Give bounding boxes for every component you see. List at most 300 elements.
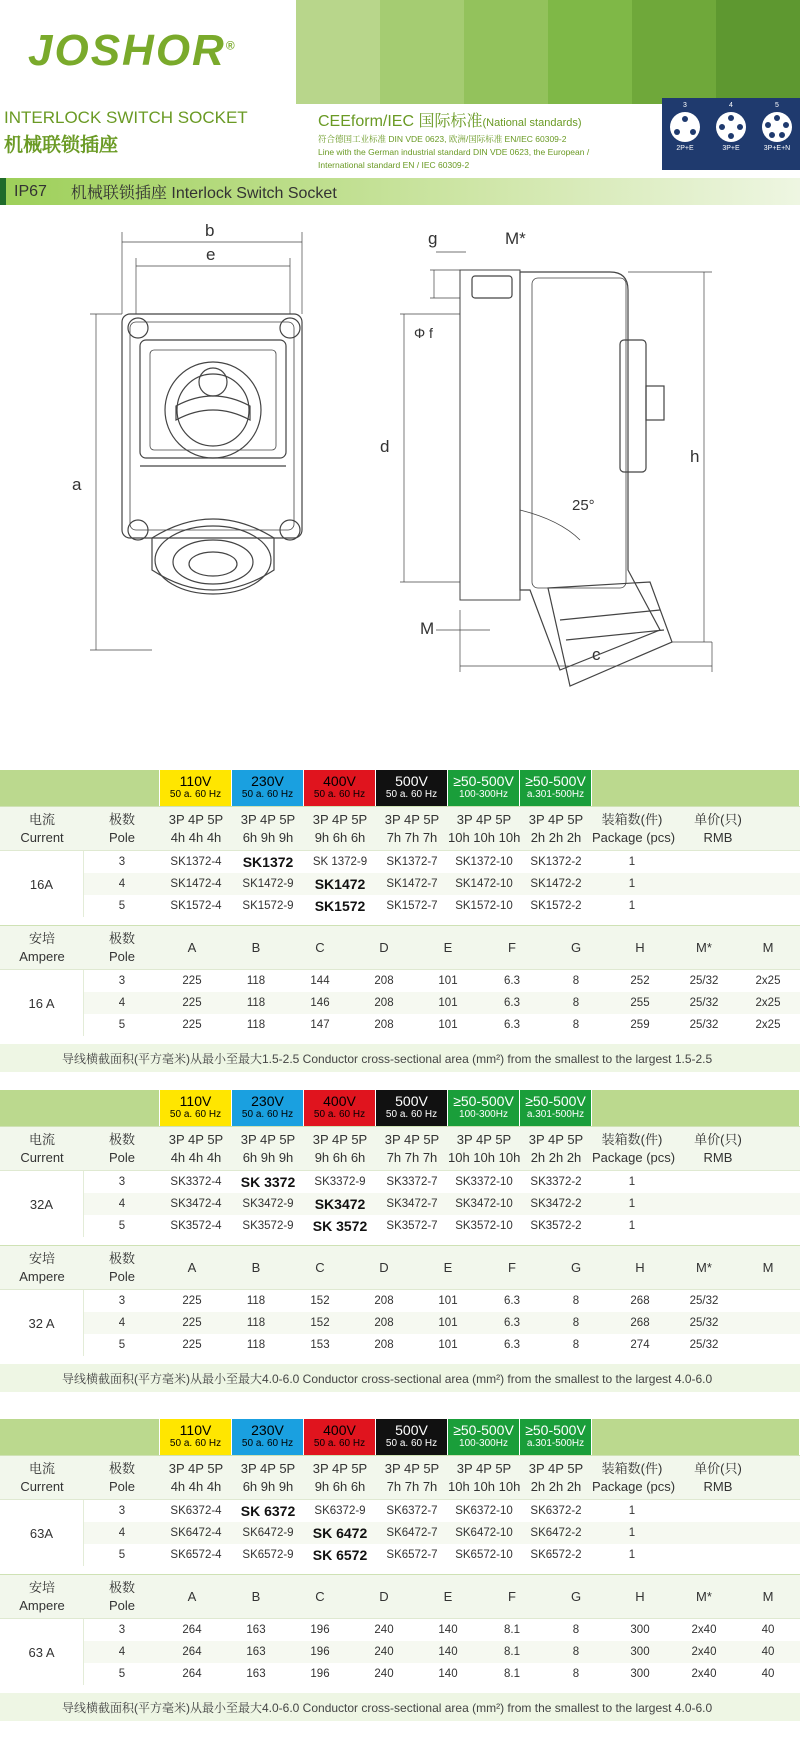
pole-value: 5 bbox=[118, 1220, 126, 1232]
hdr-line: 2h 2h 2h bbox=[530, 829, 582, 845]
dim-value: 25/32 bbox=[689, 1019, 719, 1031]
current-value: 32A bbox=[0, 1171, 84, 1237]
dim-header: C bbox=[315, 1589, 325, 1604]
hdr-line: 电流 bbox=[28, 1460, 55, 1476]
frequency-value: 100-300Hz bbox=[459, 789, 508, 800]
product-code: SK3572-9 bbox=[242, 1220, 294, 1232]
pole-header bbox=[84, 1131, 160, 1167]
dim-header: A bbox=[187, 1260, 197, 1275]
dim-value: 140 bbox=[438, 1624, 458, 1636]
dim-phi-f: Φ f bbox=[414, 325, 433, 341]
pin-icon bbox=[719, 124, 725, 130]
voltage-value: 400V bbox=[323, 773, 356, 789]
pin-icon bbox=[774, 115, 780, 121]
pole-value: 5 bbox=[118, 1668, 126, 1680]
package-value: 1 bbox=[628, 878, 636, 890]
hdr-line: 3P 4P 5P bbox=[312, 811, 368, 827]
voltage-value: ≥50-500V bbox=[525, 1093, 586, 1109]
current-header bbox=[0, 811, 84, 847]
voltage-pole-header bbox=[520, 1460, 592, 1496]
header-stripe bbox=[296, 0, 380, 104]
dim-header: M bbox=[762, 1589, 774, 1604]
package-value: 1 bbox=[628, 1549, 636, 1561]
hdr-line: 3P 4P 5P bbox=[384, 811, 440, 827]
dim-value: 25/32 bbox=[689, 1317, 719, 1329]
dim-value: 6.3 bbox=[504, 1019, 520, 1031]
brand-logo: JOSHOR® bbox=[28, 26, 237, 75]
voltage-pole-header bbox=[304, 1460, 376, 1496]
voltage-value: 230V bbox=[251, 773, 284, 789]
hdr-line: Pole bbox=[108, 1478, 136, 1494]
voltage-value: 110V bbox=[179, 1422, 212, 1438]
pole-header bbox=[84, 811, 160, 847]
dim-value: 255 bbox=[630, 997, 650, 1009]
table-row bbox=[84, 1193, 800, 1215]
conductor-note: 导线横截面积(平方毫米)从最小至最大1.5-2.5 Conductor cross-sectional area (mm²) from the smallest to the largest 1.5-2.5 bbox=[0, 1044, 800, 1072]
dim-header: H bbox=[635, 1589, 645, 1604]
dim-value: 225 bbox=[182, 997, 202, 1009]
voltage-value: 500V bbox=[395, 1422, 428, 1438]
dim-value: 2x25 bbox=[755, 997, 781, 1009]
dims-row bbox=[84, 1312, 800, 1334]
voltage-value: ≥50-500V bbox=[525, 1422, 586, 1438]
dim-value: 2x40 bbox=[691, 1646, 717, 1658]
pole-header bbox=[84, 1460, 160, 1496]
product-code: SK 1372-9 bbox=[312, 856, 368, 868]
product-code: SK1472-10 bbox=[455, 878, 513, 890]
dim-header: D bbox=[379, 940, 389, 955]
hdr-line: Current bbox=[20, 829, 64, 845]
hdr-line: 3P 4P 5P bbox=[168, 1460, 224, 1476]
product-code: SK3472-2 bbox=[530, 1198, 582, 1210]
current-header bbox=[0, 1131, 84, 1167]
dim-header: E bbox=[443, 1260, 453, 1275]
dim-value: 118 bbox=[246, 1317, 266, 1329]
dim-header: C bbox=[315, 1260, 325, 1275]
pole-diagram-5 bbox=[762, 102, 792, 170]
voltage-header bbox=[304, 1419, 376, 1455]
dim-header: F bbox=[508, 1260, 516, 1275]
dim-value: 300 bbox=[630, 1624, 650, 1636]
pole-diagrams bbox=[662, 98, 800, 170]
hdr-line: Pole bbox=[108, 1268, 136, 1284]
dim-header: G bbox=[570, 1589, 582, 1604]
product-code: SK3472-7 bbox=[386, 1198, 438, 1210]
socket-face-icon bbox=[762, 112, 792, 142]
band-spacer bbox=[592, 770, 800, 806]
dim-m-star: M* bbox=[505, 229, 526, 248]
dim-value: 2x40 bbox=[691, 1668, 717, 1680]
hdr-line: 装箱数(件) bbox=[601, 1131, 663, 1147]
dim-value: 6.3 bbox=[504, 975, 520, 987]
dim-header: A bbox=[187, 1589, 197, 1604]
pin-icon bbox=[765, 122, 771, 128]
dim-d: d bbox=[380, 437, 390, 456]
dims-row bbox=[84, 1641, 800, 1663]
price-header bbox=[672, 1131, 764, 1167]
hdr-line: 7h 7h 7h bbox=[386, 829, 438, 845]
product-code: SK3472-9 bbox=[242, 1198, 294, 1210]
voltage-pole-header bbox=[160, 1460, 232, 1496]
table-row bbox=[84, 895, 800, 917]
ampere-value: 16 A bbox=[0, 970, 84, 1036]
hdr-line: 3P 4P 5P bbox=[528, 811, 584, 827]
dim-value: 264 bbox=[182, 1624, 202, 1636]
dim-a: a bbox=[72, 475, 82, 494]
dims-row bbox=[84, 1014, 800, 1036]
frequency-value: 50 a. 60 Hz bbox=[241, 1109, 294, 1120]
voltage-value: 110V bbox=[179, 1093, 212, 1109]
product-code: SK3372-7 bbox=[386, 1176, 438, 1188]
hdr-line: 10h 10h 10h bbox=[448, 829, 521, 845]
header-stripe bbox=[464, 0, 548, 104]
dim-header: G bbox=[570, 1260, 582, 1275]
package-value: 1 bbox=[628, 1220, 636, 1232]
package-header bbox=[592, 1131, 676, 1167]
voltage-pole-header bbox=[448, 1131, 520, 1167]
conductor-note: 导线横截面积(平方毫米)从最小至最大4.0-6.0 Conductor cross-sectional area (mm²) from the smallest to the largest 4.0-6.0 bbox=[0, 1364, 800, 1392]
dim-value: 40 bbox=[761, 1668, 775, 1680]
dim-value: 101 bbox=[438, 1317, 458, 1329]
voltage-band bbox=[0, 1090, 800, 1126]
hdr-line: 3P 4P 5P bbox=[168, 1131, 224, 1147]
voltage-value: ≥50-500V bbox=[453, 1093, 514, 1109]
product-code: SK1572-4 bbox=[170, 900, 222, 912]
pole-num: 5 bbox=[775, 102, 779, 109]
voltage-pole-header bbox=[160, 1131, 232, 1167]
dim-value: 8 bbox=[572, 1339, 580, 1351]
hdr-line: 3P 4P 5P bbox=[456, 811, 512, 827]
product-code: SK1572-9 bbox=[242, 900, 294, 912]
dim-value: 8.1 bbox=[504, 1668, 520, 1680]
hdr-line: Pole bbox=[108, 829, 136, 845]
dim-header: F bbox=[508, 1589, 516, 1604]
product-code: SK1372 bbox=[242, 854, 294, 870]
column-header bbox=[0, 806, 800, 850]
hdr-line: 4h 4h 4h bbox=[170, 1149, 222, 1165]
hdr-line: 极数 bbox=[108, 1579, 135, 1595]
standard-title: CEEform/IEC 国际标准(National standards) bbox=[318, 113, 582, 130]
socket-face-icon bbox=[670, 112, 700, 142]
voltage-header bbox=[448, 1090, 520, 1126]
voltage-pole-header bbox=[520, 811, 592, 847]
dim-c: c bbox=[592, 645, 601, 664]
voltage-pole-header bbox=[304, 1131, 376, 1167]
dim-header: D bbox=[379, 1260, 389, 1275]
hdr-line: Package (pcs) bbox=[592, 1478, 676, 1494]
product-code: SK6572-9 bbox=[242, 1549, 294, 1561]
table-row bbox=[84, 1522, 800, 1544]
hdr-line: 3P 4P 5P bbox=[456, 1131, 512, 1147]
frequency-value: 50 a. 60 Hz bbox=[169, 789, 222, 800]
header-stripe bbox=[632, 0, 716, 104]
dim-value: 8 bbox=[572, 997, 580, 1009]
product-code: SK 6372 bbox=[240, 1503, 296, 1519]
dim-value: 25/32 bbox=[689, 975, 719, 987]
dim-value: 101 bbox=[438, 1295, 458, 1307]
dim-value: 6.3 bbox=[504, 1295, 520, 1307]
pole-header bbox=[84, 1250, 160, 1286]
dim-value: 118 bbox=[246, 1339, 266, 1351]
product-code: SK3572-2 bbox=[530, 1220, 582, 1232]
dim-value: 146 bbox=[310, 997, 330, 1009]
frequency-value: 50 a. 60 Hz bbox=[169, 1109, 222, 1120]
voltage-value: 400V bbox=[323, 1422, 356, 1438]
dim-value: 208 bbox=[374, 1339, 394, 1351]
voltage-header bbox=[520, 1090, 592, 1126]
current-value: 16A bbox=[0, 851, 84, 917]
product-code: SK6472-2 bbox=[530, 1527, 582, 1539]
hdr-line: 电流 bbox=[28, 811, 55, 827]
pole-value: 4 bbox=[118, 1317, 126, 1329]
hdr-line: 安培 bbox=[28, 930, 55, 946]
product-table bbox=[0, 770, 800, 1072]
pole-label: 2P+E bbox=[676, 145, 694, 152]
dims-row bbox=[84, 1290, 800, 1312]
dims-group bbox=[0, 1618, 800, 1685]
price-header bbox=[672, 1460, 764, 1496]
dim-value: 8 bbox=[572, 1317, 580, 1329]
dim-value: 6.3 bbox=[504, 997, 520, 1009]
voltage-header bbox=[376, 770, 448, 806]
product-code: SK6372-9 bbox=[314, 1505, 366, 1517]
ampere-header bbox=[0, 930, 84, 966]
table-row bbox=[84, 1215, 800, 1237]
voltage-value: 500V bbox=[395, 1093, 428, 1109]
voltage-header bbox=[448, 1419, 520, 1455]
dim-value: 196 bbox=[310, 1668, 330, 1680]
dim-value: 268 bbox=[630, 1317, 650, 1329]
header-stripe bbox=[548, 0, 632, 104]
dim-header: M* bbox=[696, 940, 712, 955]
pole-value: 3 bbox=[118, 1624, 126, 1636]
product-code: SK3572-10 bbox=[455, 1220, 513, 1232]
frequency-value: 100-300Hz bbox=[459, 1438, 508, 1449]
dim-value: 240 bbox=[374, 1646, 394, 1658]
dim-h: h bbox=[690, 447, 700, 466]
pole-num: 4 bbox=[729, 102, 733, 109]
dim-value: 196 bbox=[310, 1624, 330, 1636]
voltage-value: ≥50-500V bbox=[453, 773, 514, 789]
ampere-value: 32 A bbox=[0, 1290, 84, 1356]
hdr-line: 3P 4P 5P bbox=[312, 1460, 368, 1476]
voltage-header bbox=[448, 770, 520, 806]
code-group bbox=[0, 850, 800, 917]
hdr-line: 3P 4P 5P bbox=[528, 1131, 584, 1147]
product-code: SK6572-7 bbox=[386, 1549, 438, 1561]
package-value: 1 bbox=[628, 856, 636, 868]
frequency-value: 50 a. 60 Hz bbox=[313, 1109, 366, 1120]
hdr-line: Pole bbox=[108, 948, 136, 964]
product-code: SK1572-10 bbox=[455, 900, 513, 912]
current-value: 63A bbox=[0, 1500, 84, 1566]
dim-value: 152 bbox=[310, 1317, 330, 1329]
voltage-pole-header bbox=[520, 1131, 592, 1167]
voltage-band bbox=[0, 1419, 800, 1455]
dim-value: 144 bbox=[310, 975, 330, 987]
dim-value: 101 bbox=[438, 1019, 458, 1031]
header bbox=[0, 0, 800, 104]
dim-value: 25/32 bbox=[689, 997, 719, 1009]
section-code: IP67 bbox=[14, 182, 47, 200]
voltage-header bbox=[376, 1090, 448, 1126]
product-code: SK6572-10 bbox=[455, 1549, 513, 1561]
pole-value: 5 bbox=[118, 1019, 126, 1031]
hdr-line: 2h 2h 2h bbox=[530, 1478, 582, 1494]
frequency-value: 50 a. 60 Hz bbox=[385, 1438, 438, 1449]
hdr-line: 4h 4h 4h bbox=[170, 829, 222, 845]
pin-icon bbox=[674, 129, 680, 135]
voltage-header bbox=[232, 1090, 304, 1126]
dim-value: 268 bbox=[630, 1295, 650, 1307]
dim-value: 208 bbox=[374, 997, 394, 1009]
voltage-header bbox=[160, 770, 232, 806]
hdr-line: 3P 4P 5P bbox=[312, 1131, 368, 1147]
dim-value: 2x25 bbox=[755, 1019, 781, 1031]
product-code: SK3372-4 bbox=[170, 1176, 222, 1188]
pole-header bbox=[84, 1579, 160, 1615]
hdr-line: 单价(只) bbox=[694, 811, 742, 827]
dim-header: A bbox=[187, 940, 197, 955]
dim-value: 140 bbox=[438, 1646, 458, 1658]
product-code: SK3372-9 bbox=[314, 1176, 366, 1188]
hdr-line: Ampere bbox=[19, 1597, 65, 1613]
title-en: INTERLOCK SWITCH SOCKET bbox=[4, 108, 248, 127]
pin-icon bbox=[728, 115, 734, 121]
voltage-value: 230V bbox=[251, 1422, 284, 1438]
product-code: SK1572-7 bbox=[386, 900, 438, 912]
dim-value: 259 bbox=[630, 1019, 650, 1031]
dim-value: 8 bbox=[572, 1019, 580, 1031]
voltage-header bbox=[232, 770, 304, 806]
band-spacer bbox=[0, 1419, 160, 1455]
dim-value: 300 bbox=[630, 1668, 650, 1680]
dims-row bbox=[84, 1619, 800, 1641]
ampere-value: 63 A bbox=[0, 1619, 84, 1685]
hdr-line: 9h 6h 6h bbox=[314, 1149, 366, 1165]
hdr-line: 3P 4P 5P bbox=[456, 1460, 512, 1476]
hdr-line: 电流 bbox=[28, 1131, 55, 1147]
dim-header: M* bbox=[696, 1260, 712, 1275]
package-value: 1 bbox=[628, 1198, 636, 1210]
hdr-line: 3P 4P 5P bbox=[240, 1131, 296, 1147]
band-spacer bbox=[0, 770, 160, 806]
dim-header: D bbox=[379, 1589, 389, 1604]
dim-header: E bbox=[443, 1589, 453, 1604]
dims-rows bbox=[84, 1619, 800, 1685]
product-code: SK 6572 bbox=[312, 1547, 368, 1563]
hdr-line: 极数 bbox=[108, 1460, 135, 1476]
hdr-line: 10h 10h 10h bbox=[448, 1149, 521, 1165]
dim-b: b bbox=[205, 221, 215, 240]
dim-value: 208 bbox=[374, 1317, 394, 1329]
voltage-pole-header bbox=[376, 1460, 448, 1496]
hdr-line: 极数 bbox=[108, 930, 135, 946]
pole-value: 3 bbox=[118, 1505, 126, 1517]
dim-value: 208 bbox=[374, 1295, 394, 1307]
dim-value: 118 bbox=[246, 1019, 266, 1031]
dim-value: 208 bbox=[374, 1019, 394, 1031]
socket-face-icon bbox=[716, 112, 746, 142]
product-code: SK6472-4 bbox=[170, 1527, 222, 1539]
hdr-line: 9h 6h 6h bbox=[314, 1478, 366, 1494]
table-row bbox=[84, 851, 800, 873]
code-rows bbox=[84, 1500, 800, 1566]
frequency-value: 50 a. 60 Hz bbox=[385, 789, 438, 800]
package-value: 1 bbox=[628, 1527, 636, 1539]
code-group bbox=[0, 1499, 800, 1566]
pin-icon bbox=[737, 124, 743, 130]
pole-value: 3 bbox=[118, 1295, 126, 1307]
ampere-header bbox=[0, 1579, 84, 1615]
product-code: SK6472-7 bbox=[386, 1527, 438, 1539]
product-code: SK1472-4 bbox=[170, 878, 222, 890]
voltage-value: 230V bbox=[251, 1093, 284, 1109]
pin-icon bbox=[783, 122, 789, 128]
dim-value: 40 bbox=[761, 1646, 775, 1658]
dim-value: 240 bbox=[374, 1624, 394, 1636]
dim-g: g bbox=[428, 229, 438, 248]
dim-value: 40 bbox=[761, 1624, 775, 1636]
voltage-header bbox=[376, 1419, 448, 1455]
dim-value: 163 bbox=[246, 1646, 266, 1658]
product-code: SK6372-10 bbox=[455, 1505, 513, 1517]
voltage-header bbox=[160, 1419, 232, 1455]
dim-header: C bbox=[315, 940, 325, 955]
product-code: SK1372-2 bbox=[530, 856, 582, 868]
pin-icon bbox=[682, 116, 688, 122]
product-code: SK1372-4 bbox=[170, 856, 222, 868]
hdr-line: 极数 bbox=[108, 811, 135, 827]
dim-value: 2x40 bbox=[691, 1624, 717, 1636]
product-code: SK1572-2 bbox=[530, 900, 582, 912]
hdr-line: Package (pcs) bbox=[592, 1149, 676, 1165]
voltage-header bbox=[304, 770, 376, 806]
dim-value: 101 bbox=[438, 975, 458, 987]
header-stripe bbox=[716, 0, 800, 104]
product-code: SK6372-7 bbox=[386, 1505, 438, 1517]
pin-icon bbox=[728, 133, 734, 139]
dim-header: H bbox=[635, 940, 645, 955]
voltage-band bbox=[0, 770, 800, 806]
table-row bbox=[84, 1544, 800, 1566]
product-code: SK3372-10 bbox=[455, 1176, 513, 1188]
dims-header bbox=[0, 925, 800, 969]
product-code: SK1572 bbox=[314, 898, 366, 914]
product-code: SK6572-2 bbox=[530, 1549, 582, 1561]
header-stripes bbox=[296, 0, 800, 104]
table-row bbox=[84, 1500, 800, 1522]
dim-value: 8 bbox=[572, 1624, 580, 1636]
product-code: SK 6472 bbox=[312, 1525, 368, 1541]
package-value: 1 bbox=[628, 1176, 636, 1188]
hdr-line: 装箱数(件) bbox=[601, 1460, 663, 1476]
header-stripe bbox=[380, 0, 464, 104]
hdr-line: 单价(只) bbox=[694, 1131, 742, 1147]
voltage-pole-header bbox=[376, 811, 448, 847]
dim-value: 6.3 bbox=[504, 1339, 520, 1351]
frequency-value: a.301-500Hz bbox=[526, 1438, 585, 1449]
voltage-header bbox=[520, 1419, 592, 1455]
product-code: SK6472-9 bbox=[242, 1527, 294, 1539]
voltage-pole-header bbox=[232, 1131, 304, 1167]
pole-diagram-4 bbox=[716, 102, 746, 170]
pole-value: 5 bbox=[118, 1549, 126, 1561]
voltage-value: 400V bbox=[323, 1093, 356, 1109]
hdr-line: 2h 2h 2h bbox=[530, 1149, 582, 1165]
frequency-value: 50 a. 60 Hz bbox=[169, 1438, 222, 1449]
hdr-line: 3P 4P 5P bbox=[168, 811, 224, 827]
